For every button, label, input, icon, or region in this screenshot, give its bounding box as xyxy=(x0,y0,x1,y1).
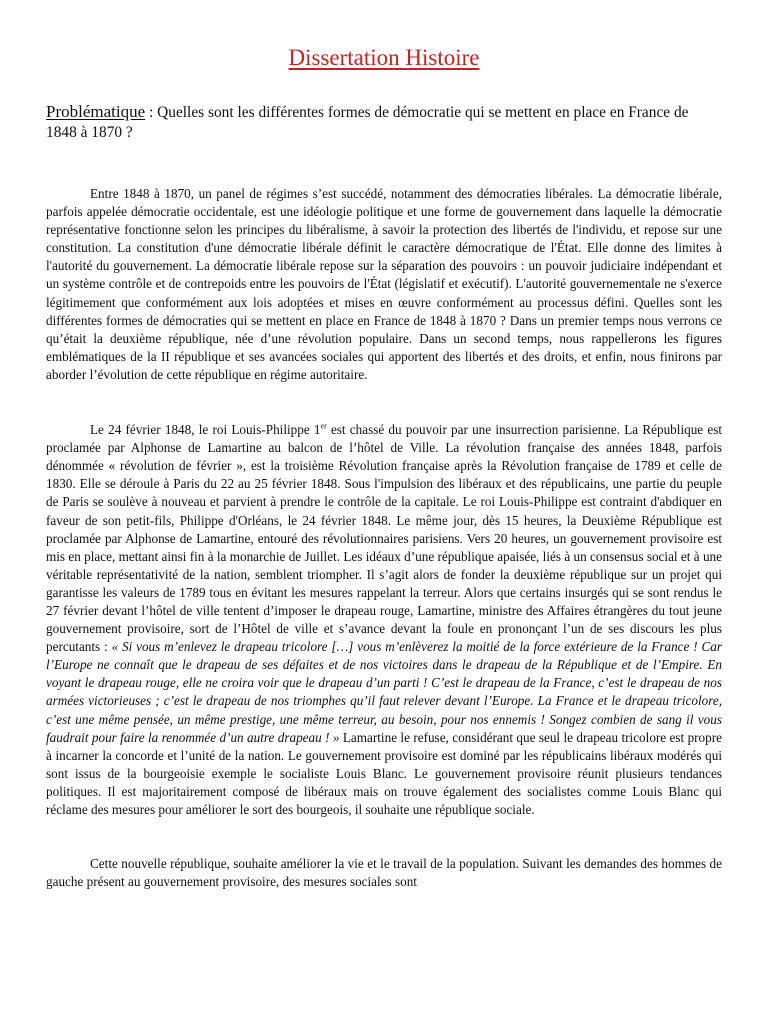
problematique xyxy=(46,102,722,143)
problematique-text: Quelles sont les différentes formes de démocratie qui se mettent en place en France de 1848 à 1870 ? xyxy=(46,104,689,141)
problematique-label: Problématique xyxy=(46,102,146,121)
superscript-er: er xyxy=(320,421,327,431)
paragraph-revolution-text-middle: est chassé du pouvoir par une insurrection parisienne. La République est proclamée par Alphonse de Lamartine au balcon de l’hôtel de Ville. La révolution française des années 1848, parfois dénommée « révolution de février », est la troisième Révolution française après la Révolution française de 1789 et celle de 1830. Elle se déroule à Paris du 22 au 25 février 1848. Sous l'impulsion des libéraux et des républicains, une partie du peuple de Paris se soulève à nouveau et parvient à prendre le contrôle de la capitale. Le roi Louis-Philippe est contraint d'abdiquer en faveur de son petit-fils, Philippe d'Orléans, le 24 février 1848. Le même jour, dès 15 heures, la Deuxième République est proclamée par Alphonse de Lamartine, entouré des révolutionnaires parisiens. Vers 20 heures, un gouvernement provisoire est mis en place, mettant ainsi fin à la monarchie de Juillet. Les idéaux d’une république apaisée, liés à un consensus social et à une véritable représentativité de la nation, semblent triompher. Il s’agit alors de fonder la deuxième république sur un projet qui garantisse les valeurs de 1789 tous en évitant les mesures rappelant la terreur. Alors que certains insurgés qui se sont rendus le 27 février devant l’hôtel de ville tentent d’imposer le drapeau rouge, Lamartine, ministre des Affaires étrangères du tout jeune gouvernement provisoire, sort de l’Hôtel de ville et s’avance devant la foule en prononçant l’un de ses discours les plus percutants : xyxy=(46,422,722,655)
paragraph-revolution-text-end: Lamartine le refuse, considérant que seul le drapeau tricolore est propre à incarner la concorde et l’unité de la nation. Le gouvernement provisoire est dominé par les républicains libéraux modérés qui sont issus de la bourgeoisie exemple le socialiste Louis Blanc. Le gouvernement provisoire réunit plusieurs tendances politiques. Il est majoritairement composé de libéraux mais on trouve également des socialistes comme Louis Blanc qui réclame des mesures pour améliorer le sort des bourgeois, il souhaite une république sociale. xyxy=(46,729,722,817)
paragraph-introduction-text: Entre 1848 à 1870, un panel de régimes s’est succédé, notamment des démocraties libérales. La démocratie libérale, parfois appelée démocratie occidentale, est une idéologie politique et une forme de gouvernement dans laquelle la démocratie représentative fonctionne selon les principes du libéralisme, à savoir la protection des libertés de l'individu, et repose sur une constitution. La constitution d'une démocratie libérale définit le caractère démocratique de l'État. Elle donne des limites à l'autorité du gouvernement. La démocratie libérale repose sur la séparation des pouvoirs : un pouvoir judiciaire indépendant et un système contrôle et de contrepoids entre les pouvoirs de l'État (législatif et exécutif). L'autorité gouvernementale ne s'exerce légitimement que conformément aux lois adoptées et mises en œuvre conformément au processus défini. Quelles sont les différentes formes de démocraties qui se mettent en place en France de 1848 à 1870 ? Dans un premier temps nous verrons ce qu’était la deuxième république, née d’une révolution populaire. Dans un second temps, nous rappellerons les figures emblématiques de la II république et ses avancées sociales qui apportent des libertés et des droits, et enfin, nous finirons par aborder l’évolution de cette république en régime autoritaire. xyxy=(46,186,722,382)
paragraph-revolution xyxy=(46,421,722,819)
paragraph-new-republic xyxy=(46,855,722,891)
paragraph-introduction xyxy=(46,185,722,384)
document-title: Dissertation Histoire xyxy=(288,45,480,70)
problematique-separator: : xyxy=(145,104,158,121)
paragraph-revolution-text-start: Le 24 février 1848, le roi Louis-Philippe 1 xyxy=(90,422,321,438)
lamartine-quote: « Si vous m’enlevez le drapeau tricolore […] vous m’enlèverez la moitié de la force extérieure de la France ! Car l’Europe ne connaît que le drapeau de ses défaites et de nos victoires dans le drapeau de la République et de l’Empire. En voyant le drapeau rouge, elle ne croira voir que le drapeau d’un parti ! C’est le drapeau de la France, c’est le drapeau de nos armées victorieuses ; c’est le drapeau de nos triomphes qu’il faut relever devant l’Europe. La France et le drapeau tricolore, c’est une même pensée, un même prestige, une même terreur, au besoin, pour nos ennemis ! Songez combien de sang il vous faudrait pour faire la renommée d’un autre drapeau ! » xyxy=(46,639,722,745)
paragraph-new-republic-text: Cette nouvelle république, souhaite améliorer la vie et le travail de la population. Suivant les demandes des hommes de gauche présent au gouvernement provisoire, des mesures sociales sont xyxy=(46,856,722,890)
